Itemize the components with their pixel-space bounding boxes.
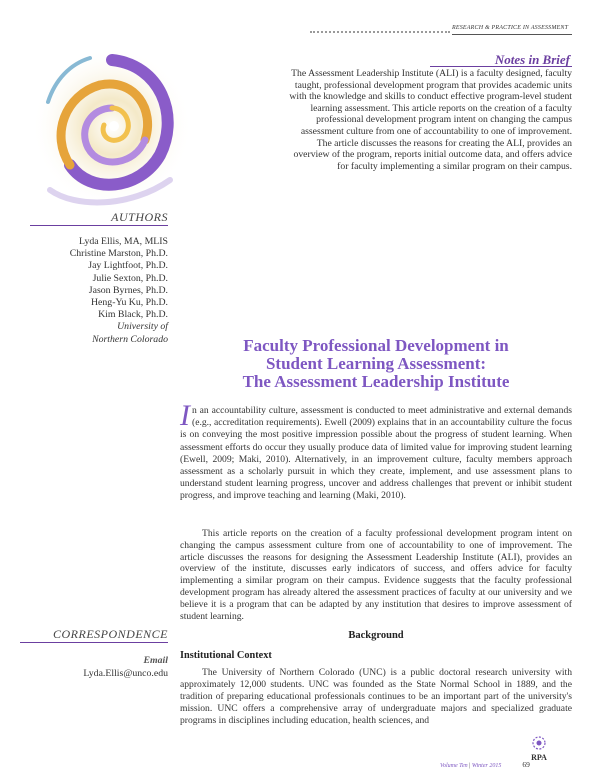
author-affiliation: Northern Colorado: [92, 333, 168, 345]
author-name: Kim Black, Ph.D.: [98, 309, 168, 321]
journal-section-label: RESEARCH & PRACTICE IN ASSESSMENT: [452, 25, 569, 31]
header-dotted-rule: [310, 31, 450, 33]
author-name: Jason Byrnes, Ph.D.: [88, 284, 168, 296]
notes-in-brief-rule: [430, 66, 572, 67]
footer-volume: Volume Ten: [440, 763, 468, 769]
correspondence-rule: [20, 642, 168, 643]
header-rule: [452, 34, 572, 35]
notes-line: The Assessment Leadership Institute (ALI) is a faculty designed, faculty: [291, 68, 572, 79]
notes-line: for faculty implementing a similar program on their campus.: [337, 160, 572, 172]
intro-paragraph: [180, 399, 572, 503]
article-title-line: The Assessment Leadership Institute: [242, 372, 510, 391]
intro-text: n an accountability culture, assessment is conducted to meet administrative and external demands (e.g., accreditation requirements). Ewell (2009) explains that in an accountability culture the focus is on conveying the most positive impression possible about the progress of student learning. When assessment efforts do occur they usually produce data of limited value for improving student learning (Ewell, 2009; Maki, 2010). Alternatively, in an improvement culture, faculty members approach assessment as a scholarly pursuit in which they create, implement, and use assessment plans to understand student learning progress, uncover and address challenges that prevent or inhibit student progress, and improve teaching and learning (Maki, 2010).: [180, 405, 572, 502]
correspondence-heading: CORRESPONDENCE: [53, 627, 168, 641]
drop-cap: I: [180, 399, 190, 432]
article-title-line: Faculty Professional Development in: [243, 336, 509, 355]
notes-line: with the knowledge and skills to conduct effective program-level student: [289, 91, 572, 103]
authors-rule: [30, 225, 168, 226]
page-number: 69: [522, 760, 530, 769]
institutional-paragraph: The University of Northern Colorado (UNC) is a public doctoral research university with approximately 12,000 students. UNC was founded as the State Normal School in 1889, and the tradition of preparing educational professionals continues to be an important part of the university's mission. UNC offers a comprehensive array of undergraduate majors and specialized graduate programs in disciplines including education, health sciences, and: [180, 667, 572, 726]
svg-text:RPA: RPA: [531, 753, 547, 762]
author-name: Heng-Yu Ku, Ph.D.: [90, 297, 168, 309]
page-footer: [440, 760, 575, 769]
authors-heading: AUTHORS: [111, 210, 168, 224]
footer-issue: Winter 2015: [471, 763, 502, 769]
background-heading: Background: [348, 630, 404, 641]
notes-in-brief-body: [252, 68, 572, 172]
article-title-line: Student Learning Assessment:: [265, 354, 487, 373]
institutional-context-heading: Institutional Context: [180, 650, 272, 661]
email-label: Email: [143, 655, 168, 666]
notes-in-brief-title: Notes in Brief: [494, 52, 570, 67]
email-address[interactable]: Lyda.Ellis@unco.edu: [83, 668, 168, 679]
footer-separator: |: [469, 763, 472, 769]
footer-spacer: [503, 763, 521, 769]
notes-line: overview of the program, reports initial outcome data, and offers advice: [293, 149, 572, 161]
notes-line: professional development program intent on changing the campus: [316, 114, 572, 126]
authors-list: [20, 236, 168, 346]
author-name: Christine Marston, Ph.D.: [69, 248, 168, 260]
article-title: [180, 337, 572, 391]
notes-line: The article discusses the reasons for creating the ALI, provides an: [316, 137, 572, 149]
author-affiliation: University of: [117, 321, 168, 333]
notes-line: assessment culture from one of accountability to one of improvement.: [300, 125, 572, 137]
author-name: Julie Sexton, Ph.D.: [92, 272, 168, 284]
notes-line: taught, professional development program that provides academic units: [294, 79, 572, 91]
author-name: Lyda Ellis, MA, MLIS: [79, 236, 168, 247]
swirl-artwork: [30, 40, 195, 215]
overview-paragraph: This article reports on the creation of a faculty professional development program intent on changing the campus assessment culture from one of accountability to one of improvement. The article discusses the reasons for designing the Assessment Leadership Institute (ALI), provides an overview of the institute, discusses early indicators of success, and offers advice for faculty implementing a similar program on their campus. Evidence suggests that the faculty professional development program has already altered the assessment practices of faculty at our university and we believe it is a program that can be adapted by any institution that desires to improve assessment of student learning.: [180, 528, 572, 622]
notes-line: learning assessment. This article reports on the creation of a faculty: [310, 102, 572, 114]
author-name: Jay Lightfoot, Ph.D.: [88, 260, 168, 272]
